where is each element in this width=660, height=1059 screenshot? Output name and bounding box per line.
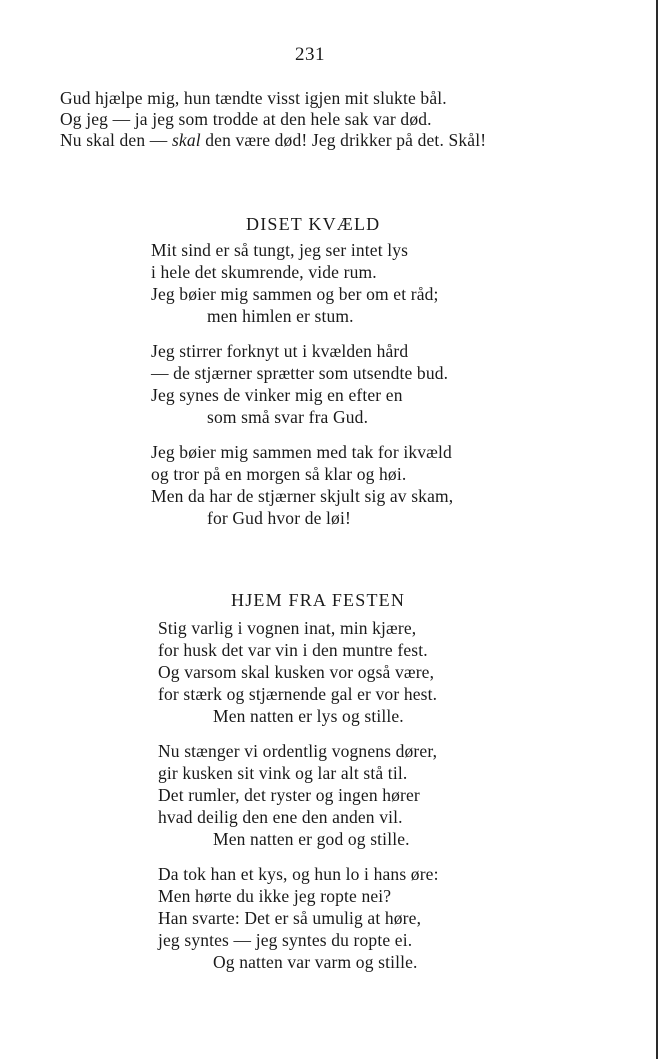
poem-line: hvad deilig den ene den anden vil. [158,807,403,827]
poem-refrain: Og natten var varm og stille. [213,952,418,972]
poem-line: men himlen er stum. [207,306,354,326]
poem-line [60,129,486,151]
poem-line: — de stjærner sprætter som utsendte bud. [151,363,449,383]
poem-line: gir kusken sit vink og lar alt stå til. [158,763,408,783]
poem-line: Men hørte du ikke jeg ropte nei? [158,886,392,906]
poem-line: Jeg stirrer forknyt ut i kvælden hård [151,341,409,361]
line-segment: Nu skal den — [60,130,172,150]
poem-line: Gud hjælpe mig, hun tændte visst igjen mit slukte bål. [60,88,447,108]
poem-line: for stærk og stjærnende gal er vor hest. [158,684,438,704]
poem-line: Jeg synes de vinker mig en efter en [151,385,403,405]
poem-line: for Gud hvor de løi! [207,508,351,528]
poem-line: Han svarte: Det er så umulig at høre, [158,908,422,928]
poem-line: og tror på en morgen så klar og høi. [151,464,407,484]
poem-title: DISET KVÆLD [246,214,381,234]
poem-line: Mit sind er så tungt, jeg ser intet lys [151,240,409,260]
page-number: 231 [295,44,325,65]
poem-line: Jeg bøier mig sammen og ber om et råd; [151,284,439,304]
poem-line: Og varsom skal kusken vor også være, [158,662,435,682]
poem-refrain: Men natten er god og stille. [213,829,410,849]
poem-line: Det rumler, det ryster og ingen hører [158,785,420,805]
poem-line: Jeg bøier mig sammen med tak for ikvæld [151,442,452,462]
poem-line: jeg syntes — jeg syntes du ropte ei. [158,930,413,950]
page-edge [656,0,658,1059]
emphasized-word: skal [171,130,201,150]
poem-line: Da tok han et kys, og hun lo i hans øre: [158,864,439,884]
poem-line: Nu stænger vi ordentlig vognens dører, [158,741,438,761]
poem-refrain: Men natten er lys og stille. [213,706,404,726]
poem-title: HJEM FRA FESTEN [231,590,406,610]
line-segment: den være død! Jeg drikker på det. Skål! [200,130,487,150]
poem-line: Og jeg — ja jeg som trodde at den hele sak var død. [60,109,432,129]
poem-line: Stig varlig i vognen inat, min kjære, [158,618,417,638]
poem-line: Men da har de stjærner skjult sig av skam, [151,486,454,506]
poem-line: for husk det var vin i den muntre fest. [158,640,428,660]
poem-line: i hele det skumrende, vide rum. [151,262,377,282]
poem-line: som små svar fra Gud. [207,407,369,427]
